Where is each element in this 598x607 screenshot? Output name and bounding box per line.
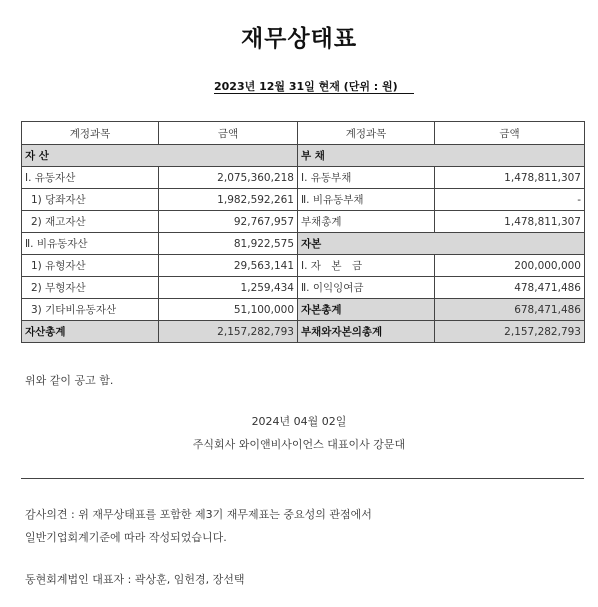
report-date-unit: 2023년 12월 31일 현재 (단위 : 원) <box>214 80 414 94</box>
amount-value: 51,100,000 <box>159 299 298 321</box>
total-assets-label: 자산총계 <box>22 321 159 343</box>
amount-value: 200,000,000 <box>435 255 585 277</box>
amount-value: 2,075,360,218 <box>159 167 298 189</box>
total-liabilities-equity-label: 부채와자본의총계 <box>298 321 435 343</box>
amount-value: 478,471,486 <box>435 277 585 299</box>
total-assets-value: 2,157,282,793 <box>159 321 298 343</box>
table-row <box>22 167 585 189</box>
table-row <box>22 277 585 299</box>
amount-value: 1,478,811,307 <box>435 211 585 233</box>
account-label: Ⅱ. 이익잉여금 <box>298 277 435 299</box>
amount-value: 1,259,434 <box>159 277 298 299</box>
account-label: 3) 기타비유동자산 <box>22 299 159 321</box>
amount-value: 1,982,592,261 <box>159 189 298 211</box>
amount-value: 92,767,957 <box>159 211 298 233</box>
account-label: 1) 당좌자산 <box>22 189 159 211</box>
account-label: 2) 재고자산 <box>22 211 159 233</box>
audit-opinion-line-1: 감사의견 : 위 재무상태표를 포함한 제3기 재무제표는 중요성의 관점에서 <box>25 508 372 521</box>
table-row <box>22 189 585 211</box>
header-amount: 금액 <box>435 122 585 145</box>
header-account: 계정과목 <box>298 122 435 145</box>
equity-section-label: 자본 <box>298 233 585 255</box>
header-account: 계정과목 <box>22 122 159 145</box>
table-row <box>22 233 585 255</box>
amount-value: 1,478,811,307 <box>435 167 585 189</box>
amount-value: - <box>435 189 585 211</box>
balance-sheet-table <box>21 121 585 343</box>
total-equity-label: 자본총계 <box>298 299 435 321</box>
account-label: 2) 무형자산 <box>22 277 159 299</box>
auditor-info: 동현회계법인 대표자 : 곽상훈, 임헌경, 장선택 <box>25 573 245 586</box>
totals-row <box>22 321 585 343</box>
account-label: 부채총계 <box>298 211 435 233</box>
public-notice-text: 위와 같이 공고 함. <box>25 374 114 387</box>
assets-section-label: 자 산 <box>22 145 298 167</box>
section-row <box>22 145 585 167</box>
document-title: 재무상태표 <box>240 26 358 52</box>
table-header-row <box>22 122 585 145</box>
notice-date: 2024년 04월 02일 <box>251 415 347 428</box>
amount-value: 29,563,141 <box>159 255 298 277</box>
total-equity-value: 678,471,486 <box>435 299 585 321</box>
account-label: Ⅰ. 자 본 금 <box>298 255 435 277</box>
account-label: 1) 유형자산 <box>22 255 159 277</box>
account-label: Ⅱ. 비유동부채 <box>298 189 435 211</box>
table-row <box>22 255 585 277</box>
account-label: Ⅰ. 유동자산 <box>22 167 159 189</box>
account-label: Ⅱ. 비유동자산 <box>22 233 159 255</box>
total-liabilities-equity-value: 2,157,282,793 <box>435 321 585 343</box>
liabilities-section-label: 부 채 <box>298 145 585 167</box>
company-representative: 주식회사 와이앤비사이언스 대표이사 강문대 <box>192 438 406 451</box>
amount-value: 81,922,575 <box>159 233 298 255</box>
audit-opinion-line-2: 일반기업회계기준에 따라 작성되었습니다. <box>25 531 227 544</box>
table-row <box>22 211 585 233</box>
table-row <box>22 299 585 321</box>
account-label: Ⅰ. 유동부채 <box>298 167 435 189</box>
section-divider <box>21 478 584 479</box>
header-amount: 금액 <box>159 122 298 145</box>
